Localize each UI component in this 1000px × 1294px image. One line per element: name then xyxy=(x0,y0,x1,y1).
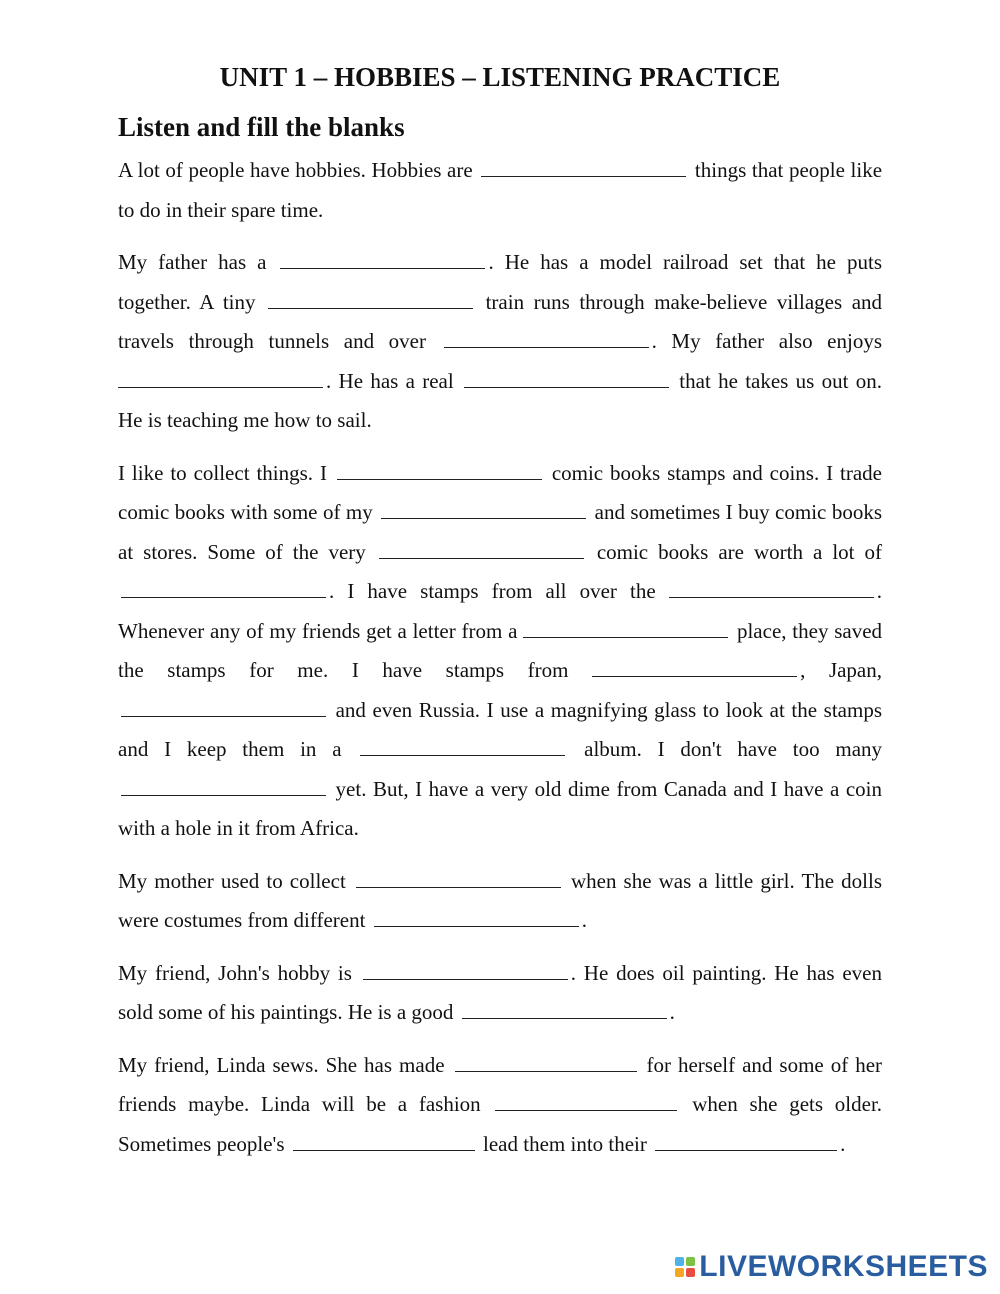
answer-blank[interactable] xyxy=(592,656,797,677)
answer-blank[interactable] xyxy=(280,248,485,269)
answer-blank[interactable] xyxy=(293,1130,475,1151)
answer-blank[interactable] xyxy=(121,775,326,796)
answer-blank[interactable] xyxy=(379,538,584,559)
answer-blank[interactable] xyxy=(118,367,323,388)
worksheet-body xyxy=(118,151,882,1177)
answer-blank[interactable] xyxy=(462,998,667,1019)
answer-blank[interactable] xyxy=(121,696,326,717)
answer-blank[interactable] xyxy=(268,288,473,309)
answer-blank[interactable] xyxy=(523,617,728,638)
paragraph-mother: My mother used to collect when she was a little girl. The dolls were costumes from different . xyxy=(118,868,883,932)
paragraph-linda: My friend, Linda sews. She has made for herself and some of her friends maybe. Linda will be a fashion when she gets older. Sometimes people's lead them into their . xyxy=(118,1052,883,1156)
worksheet-title: UNIT 1 – HOBBIES – LISTENING PRACTICE xyxy=(219,62,781,92)
answer-blank[interactable] xyxy=(455,1051,637,1072)
section-heading: Listen and fill the blanks xyxy=(118,112,405,142)
answer-blank[interactable] xyxy=(444,327,649,348)
paragraph-hobbies-intro: A lot of people have hobbies. Hobbies are things that people like to do in their spare time. xyxy=(118,158,883,222)
answer-blank[interactable] xyxy=(356,867,561,888)
answer-blank[interactable] xyxy=(481,156,686,177)
answer-blank[interactable] xyxy=(669,577,874,598)
answer-blank[interactable] xyxy=(381,498,586,519)
logo-text: LIVEWORKSHEETS xyxy=(699,1250,988,1283)
liveworksheets-logo xyxy=(675,1250,988,1284)
answer-blank[interactable] xyxy=(360,735,565,756)
paragraph-father: My father has a . He has a model railroad set that he puts together. A tiny train runs through make-believe villages and travels through tunnels and over . My father also enjoys . He has a real that he takes us out on. He is teaching me how to sail. xyxy=(118,250,883,432)
answer-blank[interactable] xyxy=(363,959,568,980)
answer-blank[interactable] xyxy=(655,1130,837,1151)
answer-blank[interactable] xyxy=(337,459,542,480)
logo-mark-icon xyxy=(675,1257,695,1277)
answer-blank[interactable] xyxy=(374,906,579,927)
paragraph-john: My friend, John's hobby is . He does oil painting. He has even sold some of his paintings. He is a good . xyxy=(118,960,883,1024)
answer-blank[interactable] xyxy=(121,577,326,598)
paragraph-collecting: I like to collect things. I comic books stamps and coins. I trade comic books with some of my and sometimes I buy comic books at stores. Some of the very comic books are worth a lot of . I have stamps from all over the . Whenever any of my friends get a letter from a place, they saved the stamps for me. I have stamps from , Japan, and even Russia. I use a magnifying glass to look at the stamps and I keep them in a album. I don't have too many yet. But, I have a very old dime from Canada and I have a coin with a hole in it from Africa. xyxy=(118,460,883,840)
answer-blank[interactable] xyxy=(495,1090,677,1111)
answer-blank[interactable] xyxy=(464,367,669,388)
